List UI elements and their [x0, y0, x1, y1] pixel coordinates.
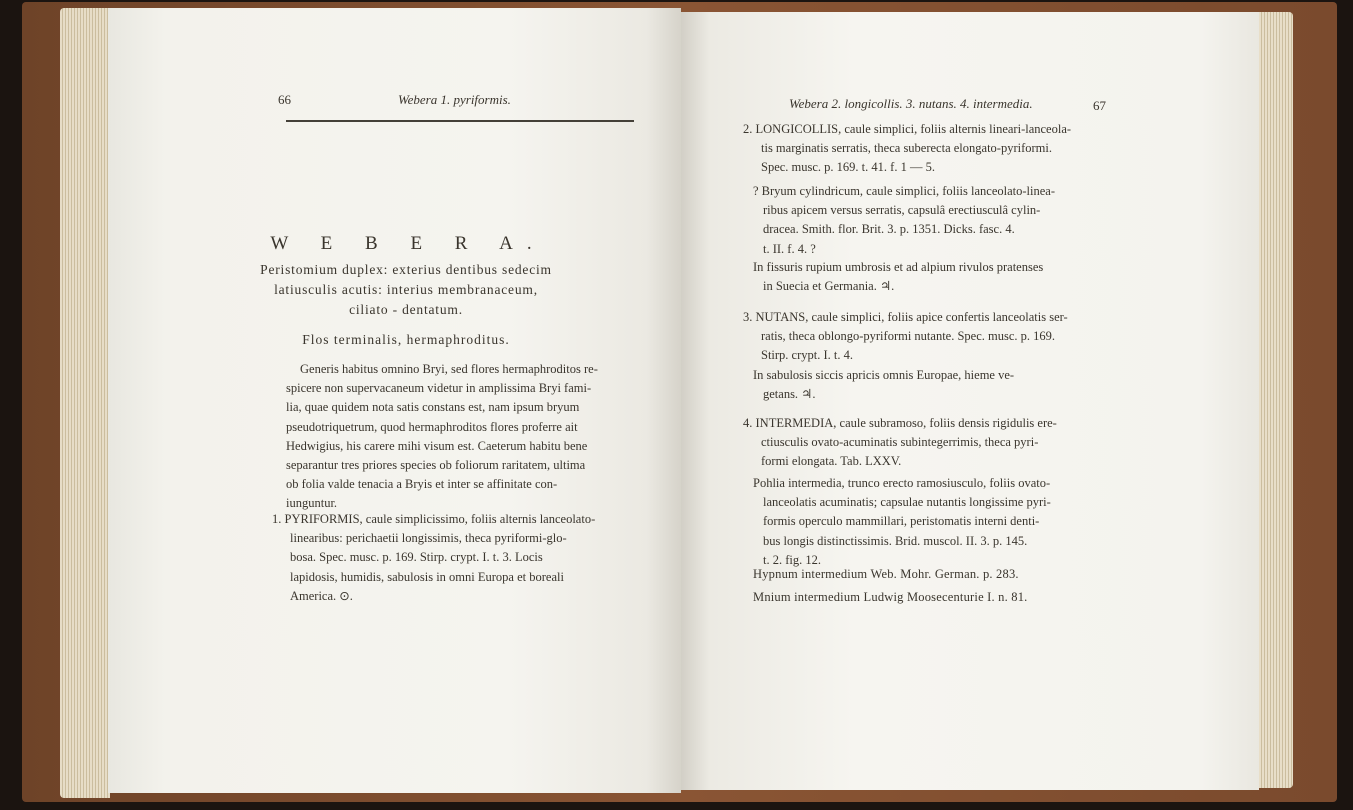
- genus-title: W E B E R A.: [270, 233, 546, 254]
- pohlia-synonym: [753, 474, 1051, 570]
- habitat-line: In sabulosis siccis apricis omnis Europae, hieme ve-: [753, 368, 1015, 382]
- description-line: Generis habitus omnino Bryi, sed flores hermaphroditos re-: [300, 362, 598, 376]
- species-line: ctiusculis ovato-acuminatis subintegerrimis, theca pyri-: [761, 435, 1039, 450]
- page-edges-left: [60, 8, 110, 798]
- page-edges-right: [1255, 12, 1293, 788]
- right-running-title: Webera 2. longicollis. 3. nutans. 4. intermedia.: [789, 96, 1033, 111]
- synonym-line: dracea. Smith. flor. Brit. 3. p. 1351. Dicks. fasc. 4.: [763, 222, 1015, 237]
- left-page: [108, 8, 681, 793]
- habitat-2: [753, 258, 1043, 296]
- description-line: iunguntur.: [286, 496, 338, 511]
- diagnosis-line-1: Peristomium duplex: exterius dentibus sedecim: [260, 262, 552, 277]
- species-line: 4. INTERMEDIA, caule subramoso, foliis densis rigidulis ere-: [743, 416, 1057, 430]
- synonym-line: Pohlia intermedia, trunco erecto ramosiusculo, foliis ovato-: [753, 476, 1051, 490]
- species-line: lapidosis, humidis, sabulosis in omni Europa et boreali: [290, 569, 564, 584]
- species-3-entry: [743, 308, 1068, 366]
- species-4-entry: [743, 414, 1057, 472]
- left-running-title: Webera 1. pyriformis.: [398, 92, 511, 107]
- species-line: bosa. Spec. musc. p. 169. Stirp. crypt. I. t. 3. Locis: [290, 550, 543, 565]
- species-line: America. ⊙.: [290, 588, 353, 603]
- species-line: tis marginatis serratis, theca suberecta elongato-pyriformi.: [761, 141, 1052, 156]
- diagnosis-line-3: ciliato - dentatum.: [349, 302, 463, 317]
- synonym-line: lanceolatis acuminatis; capsulae nutantis longissime pyri-: [763, 495, 1051, 510]
- hypnum-synonym: Hypnum intermedium Web. Mohr. German. p. 283.: [753, 567, 1019, 581]
- species-2-entry: [743, 120, 1071, 178]
- description-line: Hedwigius, his carere mihi visum est. Caeterum habitu bene: [286, 438, 588, 453]
- species-line: ratis, theca oblongo-pyriformi nutante. Spec. musc. p. 169.: [761, 329, 1056, 344]
- header-rule: [286, 120, 634, 122]
- species-line: 2. LONGICOLLIS, caule simplici, foliis alternis lineari-lanceola-: [743, 122, 1072, 136]
- description-line: separantur tres priores species ob foliorum raritatem, ultima: [286, 458, 586, 473]
- description-line: lia, quae quidem nota satis constans est, nam ipsum bryum: [286, 400, 580, 415]
- habitat-3: [753, 366, 1014, 404]
- habitat-line: In fissuris rupium umbrosis et ad alpium rivulos pratenses: [753, 260, 1044, 274]
- left-page-number: 66: [278, 92, 291, 107]
- species-1-entry: [272, 510, 595, 606]
- flos-line: Flos terminalis, hermaphroditus.: [302, 332, 510, 347]
- mnium-synonym: Mnium intermedium Ludwig Moosecenturie I. n. 81.: [753, 590, 1028, 604]
- species-line: formi elongata. Tab. LXXV.: [761, 454, 902, 469]
- habitat-line: getans. ♃.: [763, 387, 816, 402]
- habitat-line: in Suecia et Germania. ♃.: [763, 279, 895, 294]
- synonym-line: t. II. f. 4. ?: [763, 241, 816, 256]
- species-line: Spec. musc. p. 169. t. 41. f. 1 — 5.: [761, 160, 935, 175]
- diagnosis-line-2: latiusculis acutis: interius membranaceum,: [274, 282, 538, 297]
- bryum-synonym: [753, 182, 1055, 259]
- species-line: Stirp. crypt. I. t. 4.: [761, 348, 854, 363]
- right-page: [681, 12, 1259, 790]
- genus-description: [286, 360, 598, 514]
- synonym-line: bus longis distinctissimis. Brid. muscol. II. 3. p. 145.: [763, 533, 1028, 548]
- right-page-number: 67: [1093, 98, 1106, 113]
- synonym-line: formis operculo mammillari, peristomatis interni denti-: [763, 514, 1040, 529]
- synonym-line: t. 2. fig. 12.: [763, 552, 821, 567]
- description-line: spicere non supervacaneum videtur in amplissima Bryi fami-: [286, 381, 592, 396]
- description-line: pseudotriquetrum, quod hermaphroditos flores proferre ait: [286, 419, 578, 434]
- synonym-line: ribus apicem versus serratis, capsulâ erectiusculâ cylin-: [763, 203, 1041, 218]
- species-line: 1. PYRIFORMIS, caule simplicissimo, foliis alternis lanceolato-: [272, 512, 596, 526]
- synonym-line: ? Bryum cylindricum, caule simplici, foliis lanceolato-linea-: [753, 184, 1055, 198]
- species-line: 3. NUTANS, caule simplici, foliis apice confertis lanceolatis ser-: [743, 310, 1068, 324]
- description-line: ob folia valde tenacia a Bryis et inter se affinitate con-: [286, 477, 558, 492]
- species-line: linearibus: perichaetii longissimis, theca pyriformi-glo-: [290, 531, 567, 546]
